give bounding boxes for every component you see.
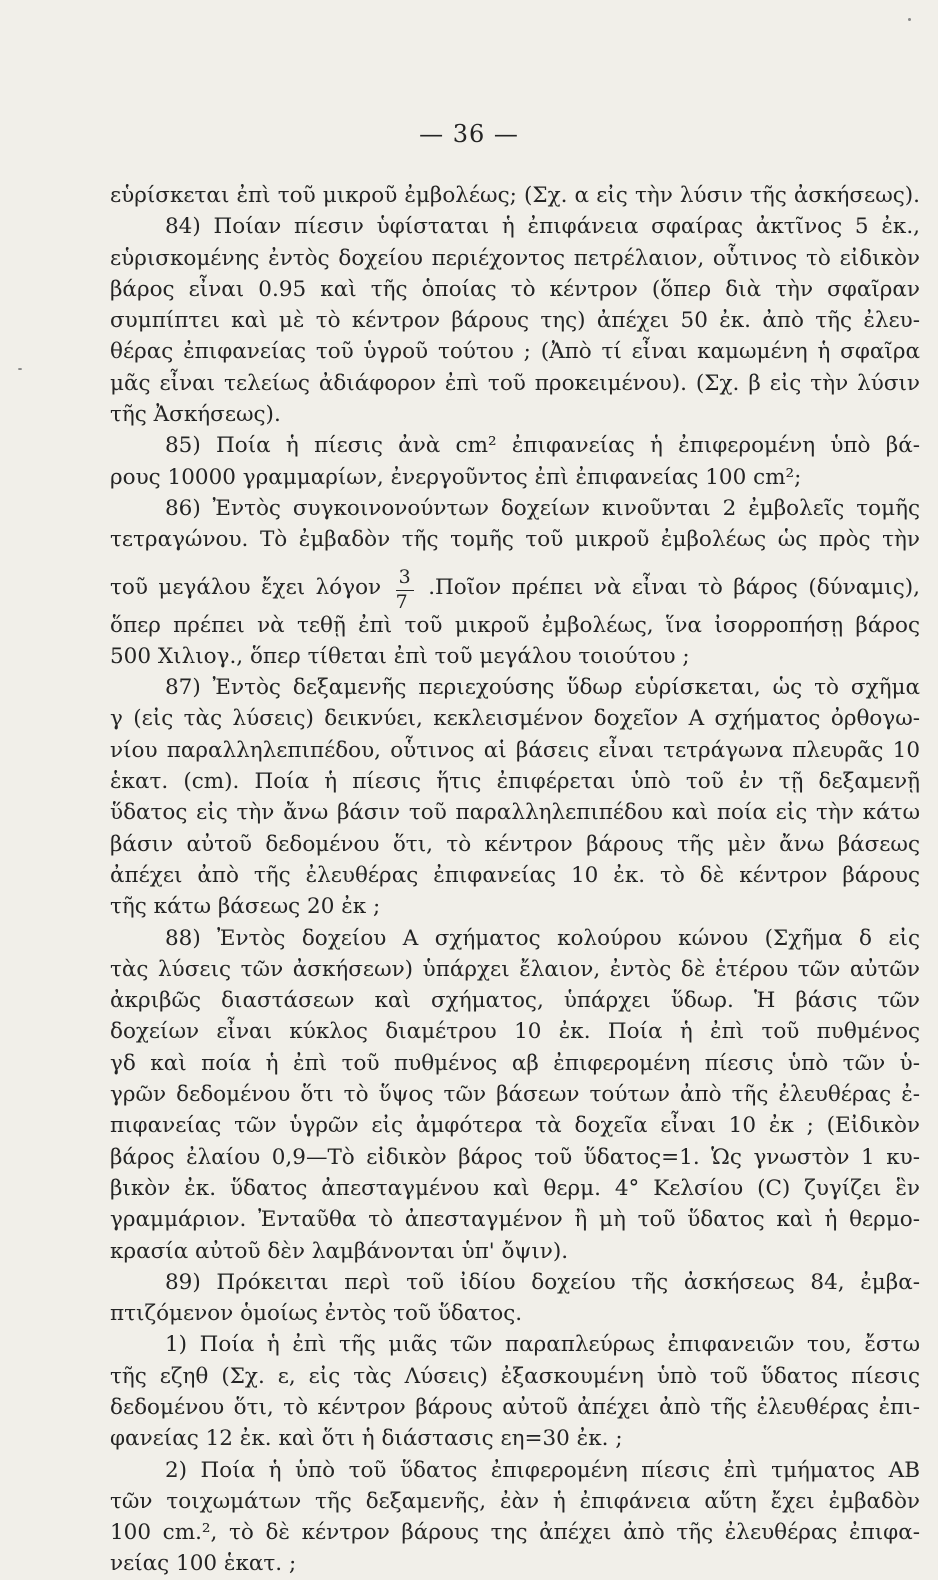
text-line: 88) Ἐντὸς δοχείου Α σχήματος κολούρου κώνου (Σχῆμα δ εἰς bbox=[165, 925, 920, 951]
paper-speck bbox=[18, 368, 22, 370]
text-line: εὑρίσκεται ἐπὶ τοῦ μικροῦ ἐμβολέως; (Σχ. α εἰς τὴν λύσιν τῆς ἀσκήσεως). bbox=[110, 183, 920, 208]
text-line: 2) Ποία ἡ ὑπὸ τοῦ ὕδατος ἐπιφερομένη πίεσις ἐπὶ τμήματος ΑΒ bbox=[165, 1457, 920, 1483]
fraction bbox=[395, 565, 414, 610]
paper-speck bbox=[908, 18, 911, 21]
text-line: ἑκατ. (cm). Ποία ἡ πίεσις ἥτις ἐπιφέρεται ὑπὸ τοῦ ἐν τῇ δεξαμενῇ bbox=[110, 769, 920, 795]
text-line: ρους 10000 γραμμαρίων, ἐνεργοῦντος ἐπὶ ἐπιφανείας 100 cm²; bbox=[110, 464, 802, 490]
text-line: 1) Ποία ἡ ἐπὶ τῆς μιᾶς τῶν παραπλεύρως ἐπιφανειῶν του, ἔστω bbox=[165, 1332, 920, 1358]
text-line: 89) Πρόκειται περὶ τοῦ ἰδίου δοχείου τῆς ἀσκήσεως 84, ἐμβα- bbox=[165, 1269, 920, 1295]
fraction-numerator: 3 bbox=[396, 568, 414, 591]
text-line: τῆς εζηθ (Σχ. ε, εἰς τὰς Λύσεις) ἐξασκουμένη ὑπὸ τοῦ ὕδατος πίεσις bbox=[110, 1363, 920, 1389]
fraction-line bbox=[110, 556, 920, 610]
text-line: 85) Ποία ἡ πίεσις ἀνὰ cm² ἐπιφανείας ἡ ἐπιφερομένη ὑπὸ βά- bbox=[165, 433, 920, 459]
text-line: βικὸν ἐκ. ὕδατος ἀπεσταγμένου καὶ θερμ. 4° Κελσίου (C) ζυγίζει ἓν bbox=[110, 1175, 920, 1201]
page-text bbox=[110, 180, 920, 1580]
text-line: γδ καὶ ποία ἡ ἐπὶ τοῦ πυθμένος αβ ἐπιφερομένη πίεσις ὑπὸ τῶν ὑ- bbox=[110, 1050, 920, 1076]
fraction-line-before: τοῦ μεγάλου ἔχει λόγον bbox=[110, 574, 382, 600]
fraction-line-after: .Ποῖον πρέπει νὰ εἶναι τὸ βάρος (δύναμις), bbox=[428, 574, 920, 600]
text-line: 86) Ἐντὸς συγκοινονούντων δοχείων κινοῦνται 2 ἐμβολεῖς τομῆς bbox=[165, 495, 920, 521]
text-line: θέρας ἐπιφανείας τοῦ ὑγροῦ τούτου ; (Ἀπὸ τί εἶναι καμωμένη ἡ σφαῖρα bbox=[110, 339, 920, 365]
text-line: βάσιν αὐτοῦ δεδομένου ὅτι, τὸ κέντρον βάρους τῆς μὲν ἄνω βάσεως bbox=[110, 831, 920, 857]
text-line: 84) Ποίαν πίεσιν ὑφίσταται ἡ ἐπιφάνεια σφαίρας ἀκτῖνος 5 ἐκ., bbox=[165, 214, 920, 240]
page-number: — 36 — bbox=[419, 120, 519, 148]
text-line: τῶν τοιχωμάτων τῆς δεξαμενῆς, ἐὰν ἡ ἐπιφάνεια αὕτη ἔχει ἐμβαδὸν bbox=[110, 1488, 920, 1514]
text-line: 87) Ἐντὸς δεξαμενῆς περιεχούσης ὕδωρ εὑρίσκεται, ὡς τὸ σχῆμα bbox=[165, 675, 920, 701]
text-line: νείας 100 ἑκατ. ; bbox=[110, 1551, 297, 1577]
text-line: εὑρισκομένης ἐντὸς δοχείου περιέχοντος πετρέλαιον, οὗτινος τὸ εἰδικὸν bbox=[110, 245, 920, 271]
text-line: δεδομένου ὅτι, τὸ κέντρον βάρους αὐτοῦ ἀπέχει ἀπὸ τῆς ἐλευθέρας ἐπι- bbox=[110, 1394, 920, 1420]
text-line: κρασία αὐτοῦ δὲν λαμβάνονται ὑπ' ὄψιν). bbox=[110, 1238, 569, 1264]
text-line: τῆς κάτω βάσεως 20 ἐκ ; bbox=[110, 894, 381, 920]
text-line: 500 Χιλιογ., ὅπερ τίθεται ἐπὶ τοῦ μεγάλου τοιούτου ; bbox=[110, 643, 690, 669]
text-line: τῆς Ἀσκήσεως). bbox=[110, 402, 281, 428]
text-line: 100 cm.², τὸ δὲ κέντρον βάρους της ἀπέχει ἀπὸ τῆς ἐλευθέρας ἐπιφα- bbox=[110, 1520, 920, 1546]
text-line: τὰς λύσεις τῶν ἀσκήσεων) ὑπάρχει ἔλαιον, ἐντὸς δὲ ἑτέρου τῶν αὐτῶν bbox=[110, 956, 920, 982]
text-line: συμπίπτει καὶ μὲ τὸ κέντρον βάρους της) ἀπέχει 50 ἐκ. ἀπὸ τῆς ἐλευ- bbox=[110, 308, 920, 334]
text-line: γ (εἰς τὰς λύσεις) δεικνύει, κεκλεισμένον δοχεῖον Α σχήματος ὀρθογω- bbox=[110, 706, 920, 732]
text-line: ὅπερ πρέπει νὰ τεθῇ ἐπὶ τοῦ μικροῦ ἐμβολέως, ἵνα ἰσορροπήσῃ βάρος bbox=[110, 612, 920, 638]
text-line: πιφανείας τῶν ὑγρῶν εἰς ἀμφότερα τὰ δοχεῖα εἶναι 10 ἐκ ; (Εἰδικὸν bbox=[110, 1113, 920, 1139]
text-line: ἀπέχει ἀπὸ τῆς ἐλευθέρας ἐπιφανείας 10 ἐκ. τὸ δὲ κέντρον βάρους bbox=[110, 862, 920, 888]
text-line: βάρος εἶναι 0.95 καὶ τῆς ὁποίας τὸ κέντρον (ὅπερ διὰ τὴν σφαῖραν bbox=[110, 276, 920, 302]
text-line: ἀκριβῶς διαστάσεων καὶ σχήματος, ὑπάρχει ὕδωρ. Ἡ βάσις τῶν bbox=[110, 988, 920, 1014]
text-line: ὕδατος εἰς τὴν ἄνω βάσιν τοῦ παραλληλεπιπέδου καὶ ποία εἰς τὴν κάτω bbox=[110, 800, 920, 826]
text-line: νίου παραλληλεπιπέδου, οὗτινος αἱ βάσεις εἶναι τετράγωνα πλευρᾶς 10 bbox=[110, 737, 920, 763]
text-line: βάρος ἐλαίου 0,9—Τὸ εἰδικὸν βάρος τοῦ ὕδατος=1. Ὡς γνωστὸν 1 κυ- bbox=[110, 1144, 920, 1170]
text-line: γρῶν δεδομένου ὅτι τὸ ὕψος τῶν βάσεων τούτων ἀπὸ τῆς ἐλευθέρας ἐ- bbox=[110, 1082, 920, 1108]
text-line: μᾶς εἶναι τελείως ἀδιάφορον ἐπὶ τοῦ προκειμένου). (Σχ. β εἰς τὴν λύσιν bbox=[110, 370, 920, 396]
text-line: τετραγώνου. Τὸ ἐμβαδὸν τῆς τομῆς τοῦ μικροῦ ἐμβολέως ὡς πρὸς τὴν bbox=[110, 527, 920, 553]
text-line: δοχείων εἶναι κύκλος διαμέτρου 10 ἐκ. Ποία ἡ ἐπὶ τοῦ πυθμένος bbox=[110, 1019, 920, 1045]
text-line: πτιζόμενον ὁμοίως ἐντὸς τοῦ ὕδατος. bbox=[110, 1301, 523, 1327]
text-line: γραμμάριον. Ἐνταῦθα τὸ ἀπεσταγμένον ἢ μὴ τοῦ ὕδατος καὶ ἡ θερμο- bbox=[110, 1207, 920, 1233]
fraction-denominator: 7 bbox=[395, 590, 408, 610]
text-line: φανείας 12 ἐκ. καὶ ὅτι ἡ διάστασις εη=30 ἐκ. ; bbox=[110, 1426, 623, 1452]
